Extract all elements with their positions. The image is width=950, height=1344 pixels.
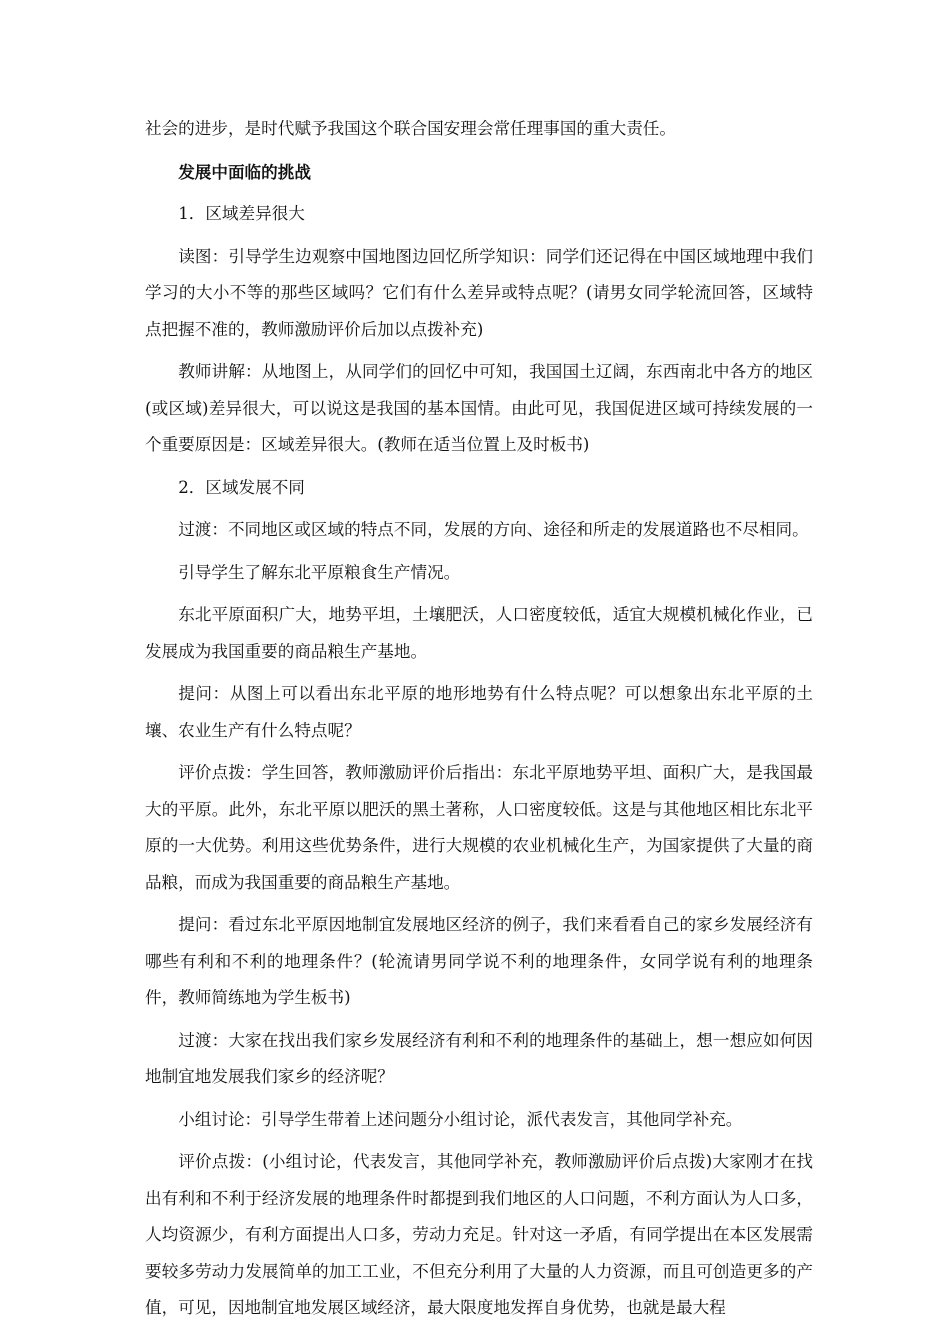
section-heading: 发展中面临的挑战 (178, 161, 311, 182)
paragraph-teacher-explanation: 教师讲解：从地图上，从同学们的回忆中可知，我国国土辽阔，东西南北中各方的地区(或区域)差异很大，可以说这是我国的基本国情。由此可见，我国促进区域可持续发展的一个重要原因是：区域差异很大。(教师在适当位置上及时板书) (145, 362, 813, 454)
paragraph-transition: 过渡：不同地区或区域的特点不同，发展的方向、途径和所走的发展道路也不尽相同。 (178, 520, 809, 539)
subheading-regional-development: 2．区域发展不同 (178, 477, 305, 497)
paragraph-evaluation-1: 评价点拨：学生回答，教师激励评价后指出：东北平原地势平坦、面积广大，是我国最大的平原。此外，东北平原以肥沃的黑土著称，人口密度较低。这是与其他地区相比东北平原的一大优势。利用这些优势条件，进行大规模的农业机械化生产，为国家提供了大量的商品粮，而成为我国重要的商品粮生产基地。 (145, 763, 813, 892)
paragraph-northeast-plain: 东北平原面积广大，地势平坦，土壤肥沃，人口密度较低，适宜大规模机械化作业，已发展成为我国重要的商品粮生产基地。 (145, 605, 813, 661)
document-body (145, 111, 813, 1333)
paragraph-continuation: 社会的进步，是时代赋予我国这个联合国安理会常任理事国的重大责任。 (145, 119, 676, 138)
subheading-regional-differences: 1．区域差异很大 (178, 204, 305, 223)
paragraph-question-2: 提问：看过东北平原因地制宜发展地区经济的例子，我们来看看自己的家乡发展经济有哪些有利和不利的地理条件？(轮流请男同学说不利的地理条件，女同学说有利的地理条件，教师简练地为学生板书) (145, 915, 813, 1007)
paragraph-guide-students: 引导学生了解东北平原粮食生产情况。 (178, 562, 461, 582)
paragraph-group-discussion: 小组讨论：引导学生带着上述问题分小组讨论，派代表发言，其他同学补充。 (178, 1109, 743, 1129)
paragraph-question-1: 提问：从图上可以看出东北平原的地形地势有什么特点呢？可以想象出东北平原的土壤、农业生产有什么特点呢？ (145, 684, 813, 740)
paragraph-evaluation-2: 评价点拨：(小组讨论，代表发言，其他同学补充，教师激励评价后点拨)大家刚才在找出有利和不利于经济发展的地理条件时都提到我们地区的人口问题，不利方面认为人口多，人均资源少，有利方面提出人口多，劳动力充足。针对这一矛盾，有同学提出在本区发展需要较多劳动力发展简单的加工工业，不但充分利用了大量的人力资源，而且可创造更多的产值，可见，因地制宜地发展区域经济，最大限度地发挥自身优势，也就是最大程 (145, 1152, 813, 1317)
paragraph-transition-2: 过渡：大家在找出我们家乡发展经济有利和不利的地理条件的基础上，想一想应如何因地制宜地发展我们家乡的经济呢？ (145, 1030, 813, 1086)
paragraph-reading-map: 读图：引导学生边观察中国地图边回忆所学知识：同学们还记得在中国区域地理中我们学习的大小不等的那些区域吗？它们有什么差异或特点呢？(请男女同学轮流回答，区域特点把握不准的，教师激励评价后加以点拨补充) (145, 246, 813, 339)
